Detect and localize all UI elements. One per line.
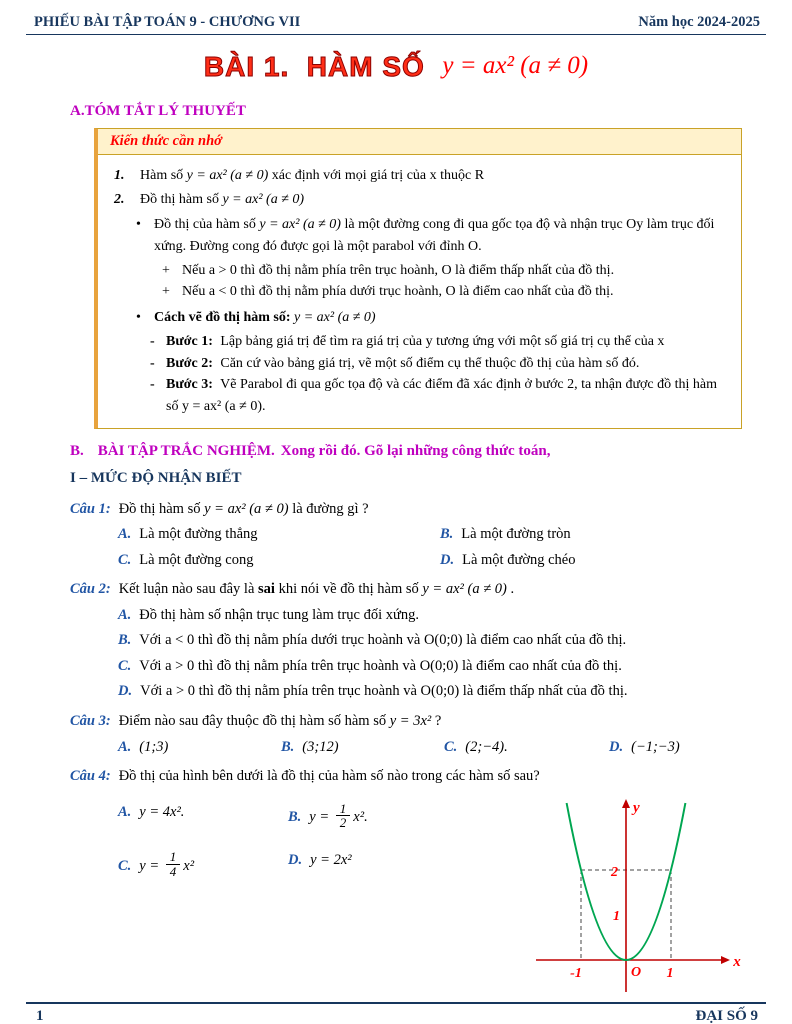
section-b-heading	[70, 443, 792, 460]
option-d: D. y = 2x²	[288, 852, 352, 869]
option-a: A. (1;3)	[118, 738, 169, 755]
question-label: Câu 2:	[70, 581, 111, 598]
page-header	[26, 14, 766, 35]
question-2-text: Câu 2: Kết luận nào sau đây là sai khi nói về đồ thị hàm số y = ax² (a ≠ 0) .	[70, 581, 515, 598]
option-b: B. Là một đường tròn	[440, 526, 571, 543]
lesson-title-row	[0, 51, 792, 83]
question-label: Câu 4:	[70, 768, 111, 785]
option-d: D. (−1;−3)	[609, 738, 680, 755]
case-text: Nếu a < 0 thì đồ thị nằm phía dưới trục hoành, O là điểm cao nhất của đồ thị.	[182, 284, 614, 300]
section-a-heading: A.TÓM TẮT LÝ THUYẾT	[70, 103, 246, 119]
step-1	[150, 331, 729, 353]
item-number: 2.	[114, 191, 125, 207]
option-d: D. Với a > 0 thì đồ thị nằm phía trên trục hoành và O(0;0) là điểm thấp nhất của đồ thị.	[118, 683, 628, 700]
parabola-figure	[518, 792, 792, 1002]
section-b-label: B.	[70, 442, 84, 459]
option-d: D. Là một đường chéo	[440, 551, 576, 568]
question-label: Câu 1:	[70, 500, 111, 517]
questions-list	[70, 491, 752, 1002]
step-text: Bước 2: Căn cứ vào bảng giá trị, vẽ một số điểm cụ thể thuộc đồ thị của hàm số đó.	[166, 355, 640, 371]
question-4	[70, 766, 752, 1002]
dash-icon: -	[150, 333, 155, 349]
bullet-icon: •	[136, 217, 141, 233]
tick-2: 2	[611, 864, 618, 880]
section-b-note: Xong rồi đó. Gõ lại những công thức toán,	[280, 442, 551, 459]
bullet-how-to-draw	[136, 307, 729, 329]
bullet-text: Cách vẽ đồ thị hàm số: y = ax² (a ≠ 0)	[154, 310, 376, 326]
option-b: B. Với a < 0 thì đồ thị nằm phía dưới trục hoành và O(0;0) là điểm cao nhất của đồ thị.	[118, 632, 627, 649]
y-axis-label: y	[633, 799, 640, 816]
option-c: C. Với a > 0 thì đồ thị nằm phía trên trục hoành và O(0;0) là điểm cao nhất của đồ thị.	[118, 657, 622, 674]
question-4-text: Câu 4: Đồ thị của hình bên dưới là đồ thị của hàm số nào trong các hàm số sau?	[70, 768, 540, 785]
option-a: A. Đồ thị hàm số nhận trục tung làm trục đối xứng.	[118, 607, 419, 623]
question-3-options	[118, 736, 752, 758]
knowledge-box-body	[98, 155, 741, 428]
question-label: Câu 3:	[70, 712, 111, 729]
bullet-icon: •	[136, 310, 141, 326]
option-c: C. (2;−4).	[444, 738, 508, 755]
step-text: Bước 1: Lập bảng giá trị để tìm ra giá trị của y tương ứng với một số giá trị cụ thể của x	[166, 333, 665, 349]
option-a: A. Là một đường thẳng	[118, 526, 258, 543]
plus-icon: +	[162, 262, 170, 278]
tick-1-y: 1	[613, 908, 620, 924]
step-3	[150, 374, 729, 417]
question-3	[70, 711, 752, 758]
knowledge-box-title: Kiến thức cần nhớ	[98, 129, 741, 155]
header-title: PHIẾU BÀI TẬP TOÁN 9 - CHƯƠNG VII	[34, 14, 301, 30]
knowledge-box	[94, 128, 742, 429]
x-axis-arrow-icon	[721, 956, 730, 964]
parabola-graph	[518, 792, 748, 1002]
item-text: Hàm số y = ax² (a ≠ 0) xác định với mọi giá trị của x thuộc R	[140, 168, 485, 183]
question-3-text: Câu 3: Điểm nào sau đây thuộc đồ thị hàm số hàm số y = 3x² ?	[70, 712, 442, 729]
question-4-options	[118, 800, 518, 1002]
question-2	[70, 579, 752, 703]
question-1-text: Câu 1: Đồ thị hàm số y = ax² (a ≠ 0) là đường gì ?	[70, 500, 369, 517]
lesson-title-formula: y = ax² (a ≠ 0)	[442, 52, 589, 79]
step-2	[150, 353, 729, 375]
option-a: A. y = 4x².	[118, 803, 185, 820]
case-a-negative	[162, 281, 729, 303]
fraction: $\frac{1}{2}$	[336, 802, 351, 830]
option-b: B. y = $\frac{1}{2}$ x².	[288, 800, 368, 831]
question-1-options	[118, 523, 752, 571]
section-b-title: BÀI TẬP TRẮC NGHIỆM.	[97, 442, 275, 459]
footer-subject: ĐẠI SỐ 9	[695, 1007, 758, 1024]
item-text: Đồ thị hàm số y = ax² (a ≠ 0)	[140, 191, 305, 207]
y-axis-arrow-icon	[622, 799, 630, 808]
option-c: C. Là một đường cong	[118, 551, 254, 568]
option-b: B. (3;12)	[281, 738, 339, 755]
page-number: 1	[36, 1007, 44, 1024]
option-c: C. y = $\frac{1}{4}$ x²	[118, 849, 195, 879]
page-footer	[26, 1002, 766, 1024]
bullet-graph-description	[136, 214, 729, 257]
level-1-heading: I – MỨC ĐỘ NHẬN BIẾT	[70, 469, 242, 486]
plus-icon: +	[162, 284, 170, 300]
fraction: $\frac{1}{4}$	[166, 850, 181, 878]
x-axis-label: x	[733, 953, 741, 970]
question-2-options	[118, 604, 752, 703]
lesson-title: BÀI 1. HÀM SỐ	[203, 51, 425, 82]
dash-icon: -	[150, 355, 155, 371]
header-school-year: Năm học 2024-2025	[638, 14, 760, 30]
dash-icon: -	[150, 377, 155, 393]
knowledge-item-2	[114, 189, 729, 211]
step-text: Bước 3: Vẽ Parabol đi qua gốc tọa độ và các điểm đã xác định ở bước 2, ta nhận được đồ thị hàm số y = ax² (a ≠ 0).	[166, 377, 718, 414]
bullet-text: Đồ thị của hàm số y = ax² (a ≠ 0) là một đường cong đi qua gốc tọa độ và nhận trục Oy làm trục đối xứng. Đường cong đó được gọi là một parabol với đỉnh O.	[154, 217, 715, 255]
question-4-body	[70, 792, 752, 1002]
case-a-positive	[162, 260, 729, 282]
item-number: 1.	[114, 168, 125, 183]
origin-label: O	[630, 964, 642, 980]
tick-1-x: 1	[666, 965, 674, 981]
case-text: Nếu a > 0 thì đồ thị nằm phía trên trục hoành, O là điểm thấp nhất của đồ thị.	[182, 262, 615, 278]
knowledge-item-1	[114, 165, 729, 187]
question-1	[70, 499, 752, 572]
tick-minus-1: -1	[570, 965, 582, 981]
